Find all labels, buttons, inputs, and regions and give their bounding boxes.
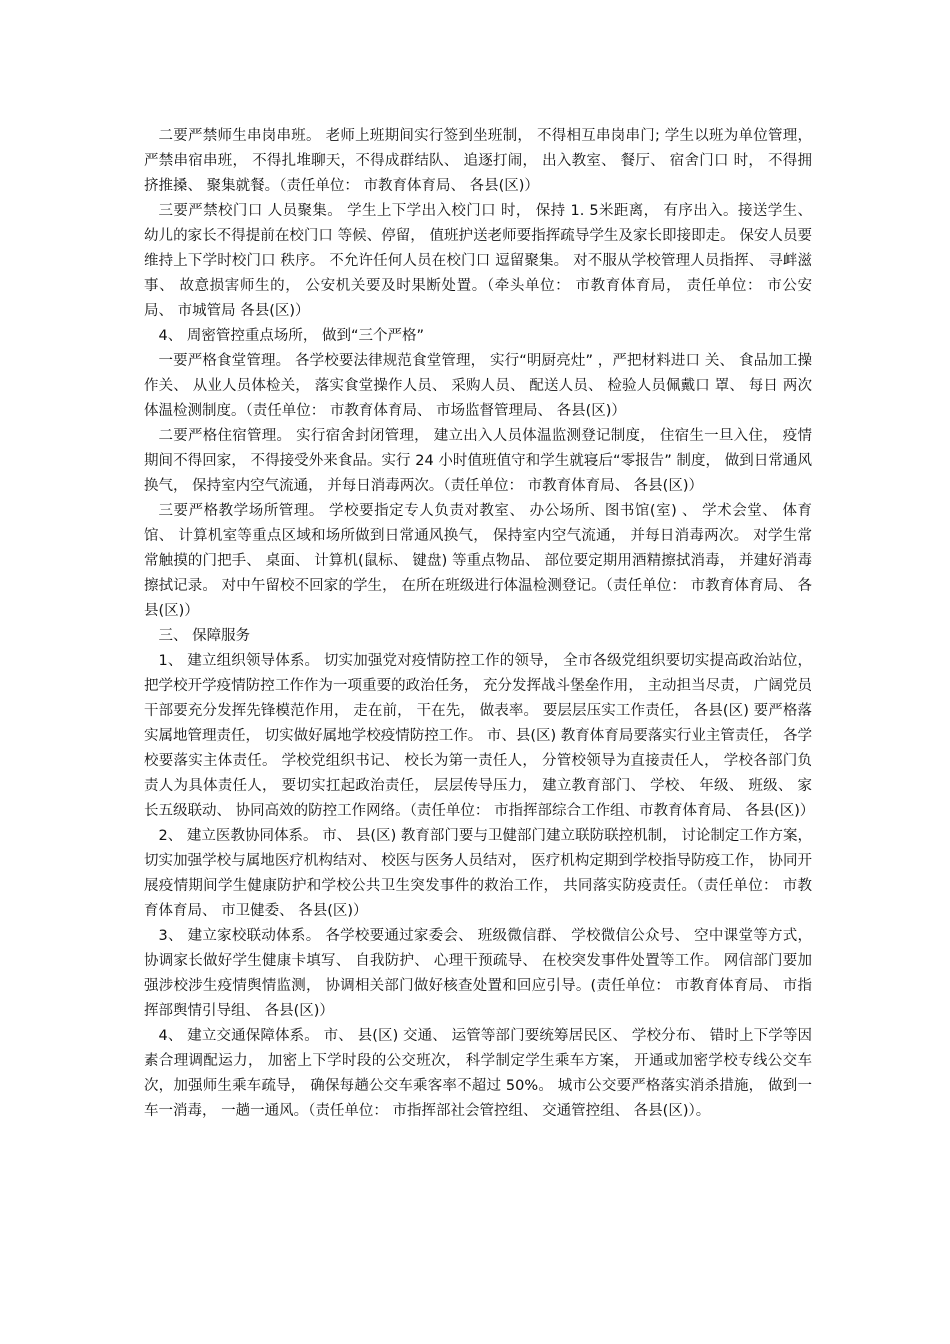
paragraph-teaching-venue-management: 三要严格教学场所管理。 学校要指定专人负责对教室、 办公场所、图书馆(室) 、 学术会堂、 体育馆、 计算机室等重点区域和场所做到日常通风换气， 保持室内空气流通， 并每日消毒两次。 对学生常常触摸的门把手、 桌面、 计算机(鼠标、 键盘) 等重点物品、 部位要定期用酒精擦拭消毒， 并建好消毒擦拭记录。 对中午留校不回家的学生， 在所在班级进行体温检测登记。（责任单位： 市教育体育局、 各县(区)） [144, 503, 812, 619]
paragraph-dormitory-management: 二要严格住宿管理。 实行宿舍封闭管理， 建立出入人员体温监测登记制度， 住宿生一旦入住， 疫情期间不得回家， 不得接受外来食品。实行 24 小时值班值守和学生就寝后“零报告” 制度， 做到日常通风换气， 保持室内空气流通， 并每日消毒两次。（责任单位： 市教育体育局、 各县(区)） [144, 428, 812, 494]
paragraph-canteen-management: 一要严格食堂管理。 各学校要法律规范食堂管理， 实行“明厨亮灶” ，严把材料进口 关、 食品加工操作关、 从业人员体检关， 落实食堂操作人员、 采购人员、 配送人员、 检验人员佩戴口 罩、 每日 两次体温检测制度。（责任单位： 市教育体育局、 市场监督管理局、 各县(区)） [144, 353, 812, 419]
heading-key-places: 4、 周密管控重点场所， 做到“三个严格” [158, 328, 424, 344]
paragraph-home-school-system: 3、 建立家校联动体系。 各学校要通过家委会、 班级微信群、 学校微信公众号、 空中课堂等方式， 协调家长做好学生健康卡填写、 自我防护、 心理干预疏导、 在校突发事件处置等工作。 网信部门要加强涉校涉生疫情舆情监测， 协调相关部门做好核查处置和回应引导。(责任单位： 市教育体育局、 市指挥部舆情引导组、 各县(区)） [144, 928, 812, 1019]
heading-support-services: 三、 保障服务 [158, 628, 251, 644]
paragraph-school-gate-rule: 三要严禁校门口 人员聚集。 学生上下学出入校门口 时， 保持 1. 5米距离， 有序出入。接送学生、 幼儿的家长不得提前在校门口 等候、停留， 值班护送老师要指挥疏导学生及家长即接即走。 保安人员要维持上下学时校门口 秩序。 不允许任何人员在校门口 逗留聚集。 对不服从学校管理人员指挥、 寻衅滋事、 故意损害师生的， 公安机关要及时果断处置。（牵头单位： 市教育体育局， 责任单位： 市公安局、 市城管局 各县(区)） [144, 203, 812, 319]
document-body [144, 124, 815, 1124]
paragraph-leadership-system: 1、 建立组织领导体系。 切实加强党对疫情防控工作的领导， 全市各级党组织要切实提高政治站位， 把学校开学疫情防控工作作为一项重要的政治任务， 充分发挥战斗堡垒作用， 主动担当尽责， 广阔党员干部要充分发挥先锋模范作用， 走在前， 干在先， 做表率。 要层层压实工作责任， 各县(区) 要严格落实属地管理责任， 切实做好属地学校疫情防控工作。 市、县(区) 教育体育局要落实行业主管责任， 各学校要落实主体责任。 学校党组织书记、 校长为第一责任人， 分管校领导为直接责任人， 学校各部门负责人为具体责任人， 要切实扛起政治责任， 层层传导压力， 建立教育部门、 学校、 年级、 班级、 家长五级联动、 协同高效的防控工作网络。（责任单位： 市指挥部综合工作组、市教育体育局、 各县(区)） [144, 653, 815, 819]
paragraph-medical-education-system: 2、 建立医教协同体系。 市、 县(区) 教育部门要与卫健部门建立联防联控机制， 讨论制定工作方案， 切实加强学校与属地医疗机构结对、 校医与医务人员结对， 医疗机构定期到学校指导防疫工作， 协同开展疫情期间学生健康防护和学校公共卫生突发事件的救治工作， 共同落实防疫责任。（责任单位： 市教育体育局、 市卫健委、 各县(区)） [144, 828, 812, 919]
paragraph-transport-system: 4、 建立交通保障体系。 市、 县(区) 交通、 运管等部门要统筹居民区、 学校分布、 错时上下学等因素合理调配运力， 加密上下学时段的公交班次， 科学制定学生乘车方案， 开通或加密学校专线公交车次，加强师生乘车疏导， 确保每趟公交车乘客率不超过 50%。 城市公交要严格落实消杀措施， 做到一车一消毒， 一趟一通风。（责任单位： 市指挥部社会管控组、 交通管控组、 各县(区)）。 [144, 1028, 812, 1119]
paragraph-dorm-class-rule: 二要严禁师生串岗串班。 老师上班期间实行签到坐班制， 不得相互串岗串门; 学生以班为单位管理， 严禁串宿串班， 不得扎堆聊天，不得成群结队、 追逐打闹， 出入教室、 餐厅、 宿舍门口 时， 不得拥挤推搡、 聚集就餐。（责任单位： 市教育体育局、 各县(区)） [144, 128, 812, 194]
